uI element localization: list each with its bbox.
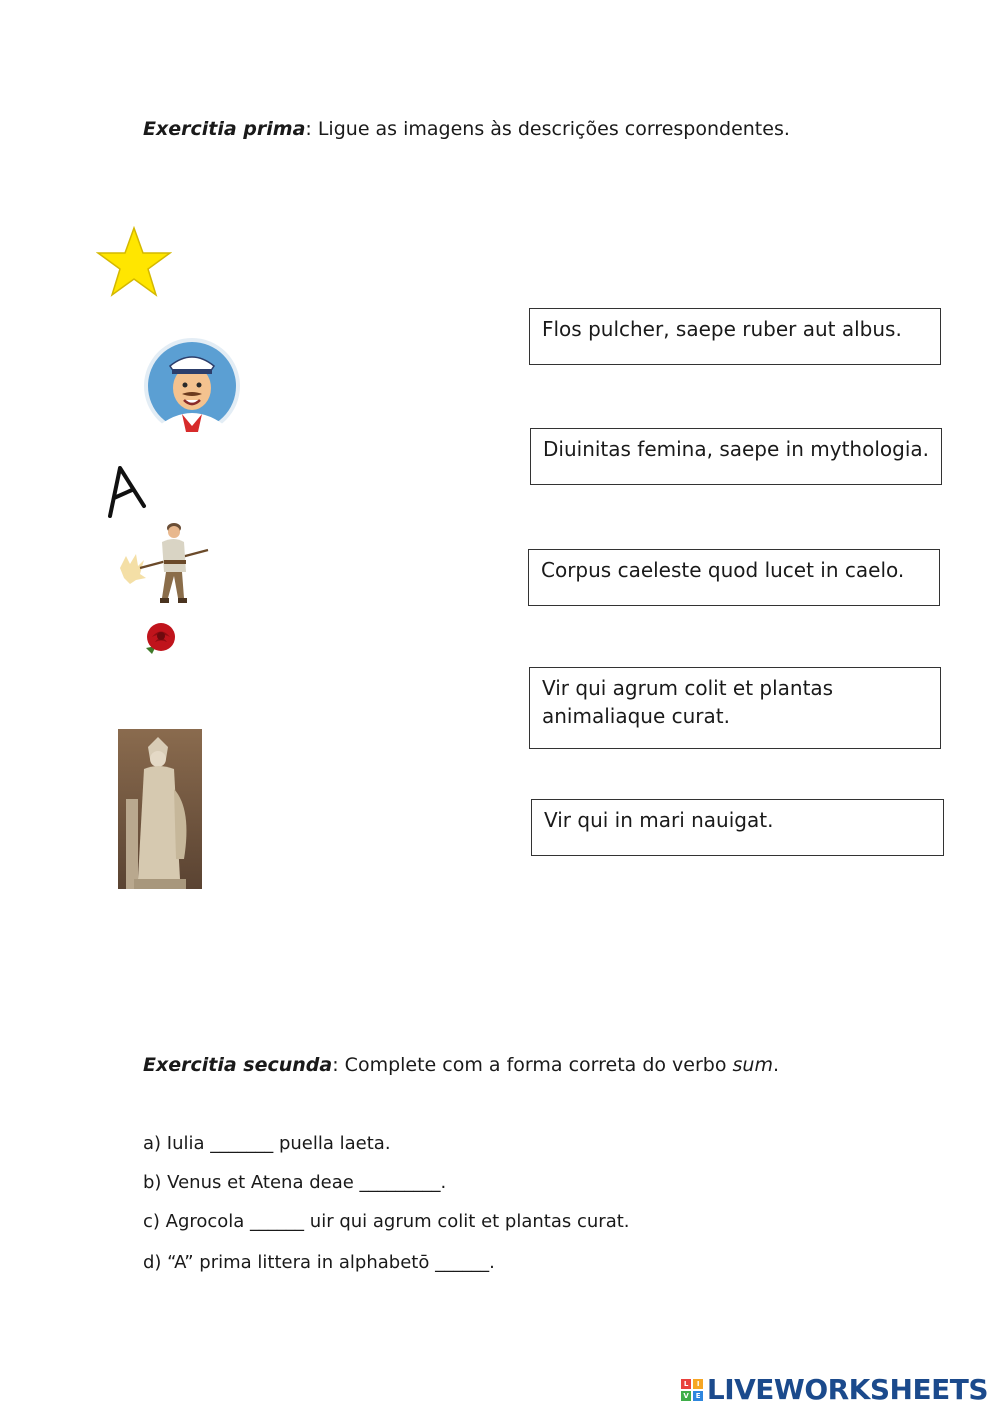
exercise2-heading xyxy=(143,1054,779,1076)
description-box[interactable] xyxy=(529,308,941,365)
letter-a-icon[interactable] xyxy=(104,464,150,520)
fill-blank-item[interactable]: b) Venus et Atena deae _________. xyxy=(143,1172,447,1193)
exercise1-label: Exercitia prima xyxy=(143,118,306,140)
description-text: Vir qui agrum colit et plantas animaliaque curat. xyxy=(542,676,834,728)
fill-blank-item[interactable]: a) Iulia _______ puella laeta. xyxy=(143,1133,391,1154)
exercise1-instruction: : Ligue as imagens às descrições correspondentes. xyxy=(305,118,790,140)
star-icon[interactable] xyxy=(96,226,172,298)
description-box[interactable] xyxy=(528,549,940,606)
description-text: Vir qui in mari nauigat. xyxy=(544,808,774,832)
sailor-icon[interactable] xyxy=(142,336,242,436)
logo-mark-icon: L I V E xyxy=(681,1379,703,1401)
description-text: Flos pulcher, saepe ruber aut albus. xyxy=(542,317,902,341)
logo-text: LIVEWORKSHEETS xyxy=(706,1373,988,1406)
exercise2-instruction: : Complete com a forma correta do verbo xyxy=(332,1054,733,1076)
description-box[interactable] xyxy=(531,799,944,856)
exercise2-label: Exercitia secunda xyxy=(143,1054,333,1076)
exercise2-instruction-end: . xyxy=(772,1054,780,1076)
exercise1-heading xyxy=(143,118,790,140)
fill-blank-item[interactable]: c) Agrocola ______ uir qui agrum colit et plantas curat. xyxy=(143,1211,630,1232)
fill-blank-item[interactable]: d) “A” prima littera in alphabetō ______. xyxy=(143,1252,495,1273)
description-text: Corpus caeleste quod lucet in caelo. xyxy=(541,558,905,582)
farmer-icon[interactable] xyxy=(116,520,212,608)
description-box[interactable] xyxy=(530,428,942,485)
description-text: Diuinitas femina, saepe in mythologia. xyxy=(543,437,929,461)
rose-icon[interactable] xyxy=(142,620,180,656)
letter-a-label: A xyxy=(104,464,105,465)
description-box[interactable] xyxy=(529,667,941,749)
liveworksheets-logo xyxy=(681,1373,988,1406)
athena-statue-icon[interactable] xyxy=(118,729,202,889)
exercise2-verb: sum xyxy=(732,1054,773,1076)
